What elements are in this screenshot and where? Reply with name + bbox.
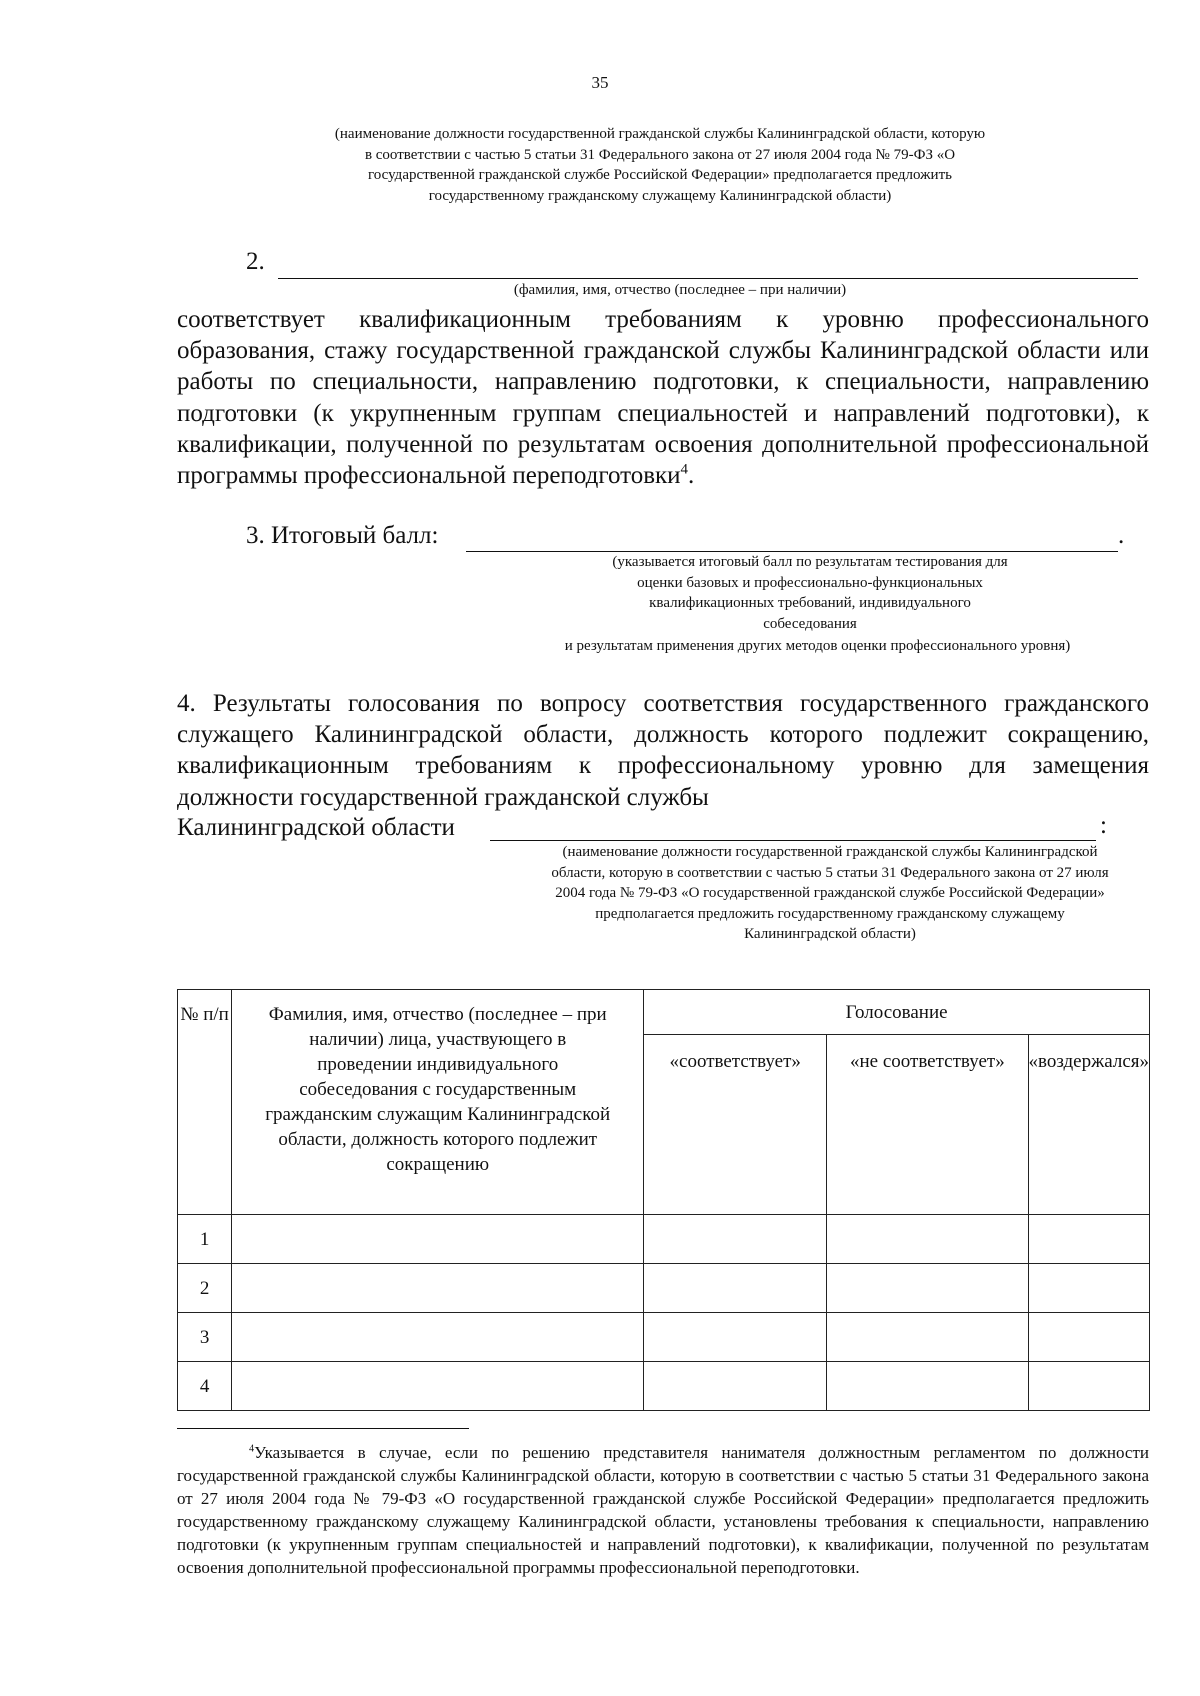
row-fio-cell: [232, 1313, 644, 1362]
header-fio: Фамилия, имя, отчество (последнее – при наличии) лица, участвующего в проведении индивидуального собеседования с государственным гражданским служащим Калининградской области, должность которого подлежит сокращению: [232, 990, 644, 1215]
item-2-label: 2.: [246, 248, 265, 275]
row-abstain-cell: [1028, 1264, 1150, 1313]
row-no-cell: [827, 1362, 1028, 1411]
table-row: [178, 1215, 1150, 1264]
header-num: № п/п: [178, 990, 232, 1215]
table-row: [178, 1313, 1150, 1362]
table-row: [178, 1362, 1150, 1411]
row-number: 4: [178, 1362, 232, 1411]
row-fio-cell: [232, 1264, 644, 1313]
footnote: [177, 1441, 1149, 1579]
position-blank-line: [490, 840, 1096, 841]
row-number: 3: [178, 1313, 232, 1362]
header-vote-no: «не соответствует»: [827, 1035, 1028, 1215]
header-vote-yes: «соответствует»: [644, 1035, 827, 1215]
vote-paragraph: 4. Результаты голосования по вопросу соответствия государственного гражданского служащего Калининградской области, должность которого подлежит сокращению, квалификационным требованиям к профессиональному уровню для замещения должности государственной гражданской службы: [177, 690, 1149, 811]
row-no-cell: [827, 1264, 1028, 1313]
row-no-cell: [827, 1215, 1028, 1264]
row-abstain-cell: [1028, 1362, 1150, 1411]
caption-position-name-2: (наименование должности государственной гражданской службы Калининградской области, которую в соответствии с частью 5 статьи 31 Федерального закона от 27 июля 2004 года № 79-ФЗ «О государственной гражданской службе Российской Федерации» предполагается предложить государственному гражданскому служащему Калининградской области): [551, 844, 1109, 942]
vote-paragraph-last: Калининградской области: [177, 814, 455, 841]
row-yes-cell: [644, 1362, 827, 1411]
row-abstain-cell: [1028, 1215, 1150, 1264]
voting-table: [177, 989, 1150, 1411]
caption-fio: (фамилия, имя, отчество (последнее – при наличии): [513, 282, 847, 298]
row-yes-cell: [644, 1264, 827, 1313]
item-3-end: .: [1118, 522, 1125, 549]
caption-position-name: (наименование должности государственной гражданской службы Калининградской области, которую в соответствии с частью 5 статьи 31 Федерального закона от 27 июля 2004 года № 79-ФЗ «О государственной гражданской службе Российской Федерации» предполагается предложить государственному гражданскому служащему Калининградской области): [334, 126, 986, 204]
row-yes-cell: [644, 1313, 827, 1362]
footnote-separator: [177, 1428, 469, 1429]
qualification-end: .: [688, 462, 695, 490]
header-vote-abstain: «воздержался»: [1028, 1035, 1150, 1215]
row-yes-cell: [644, 1215, 827, 1264]
row-number: 2: [178, 1264, 232, 1313]
caption-score: (указывается итоговый балл по результатам тестирования для оценки базовых и профессионально-функциональных квалификационных требований, индивидуального собеседования: [612, 554, 1008, 632]
row-no-cell: [827, 1313, 1028, 1362]
footnote-text: Указывается в случае, если по решению представителя нанимателя должностным регламентом по должности государственной гражданской службы Калининградской области, которую в соответствии с частью 5 статьи 31 Федерального закона от 27 июля 2004 года № 79-ФЗ «О государственной гражданской службе Российской Федерации» предполагается предложить государственному гражданскому служащему Калининградской области, установлены требования к специальности, направлению подготовки (к укрупненным группам специальностей и направлений подготовки), к квалификации, полученной по результатам освоения дополнительной профессиональной программы профессиональной переподготовки.: [177, 1443, 1149, 1577]
row-fio-cell: [232, 1215, 644, 1264]
table-row: [178, 1264, 1150, 1313]
row-number: 1: [178, 1215, 232, 1264]
qualification-text: соответствует квалификационным требованиям к уровню профессионального образования, стажу государственной гражданской службы Калининградской области или работы по специальности, направлению подготовки, к специальности, направлению подготовки (к укрупненным группам специальностей и направлений подготовки), к квалификации, полученной по результатам освоения дополнительной профессиональной программы профессиональной переподготовки: [177, 306, 1149, 490]
footnote-mark: 4: [249, 1443, 255, 1455]
item-3-label: 3. Итоговый балл:: [246, 522, 439, 549]
page-number: 35: [591, 73, 609, 92]
header-vote: Голосование: [644, 990, 1150, 1035]
row-abstain-cell: [1028, 1313, 1150, 1362]
vote-colon: :: [1100, 812, 1107, 839]
caption-score-methods: и результатам применения других методов оценки профессионального уровня): [564, 638, 1071, 654]
qualification-paragraph: [177, 304, 1149, 491]
fio-blank-line: [278, 278, 1138, 279]
footnote-reference: 4: [680, 461, 689, 478]
row-fio-cell: [232, 1362, 644, 1411]
